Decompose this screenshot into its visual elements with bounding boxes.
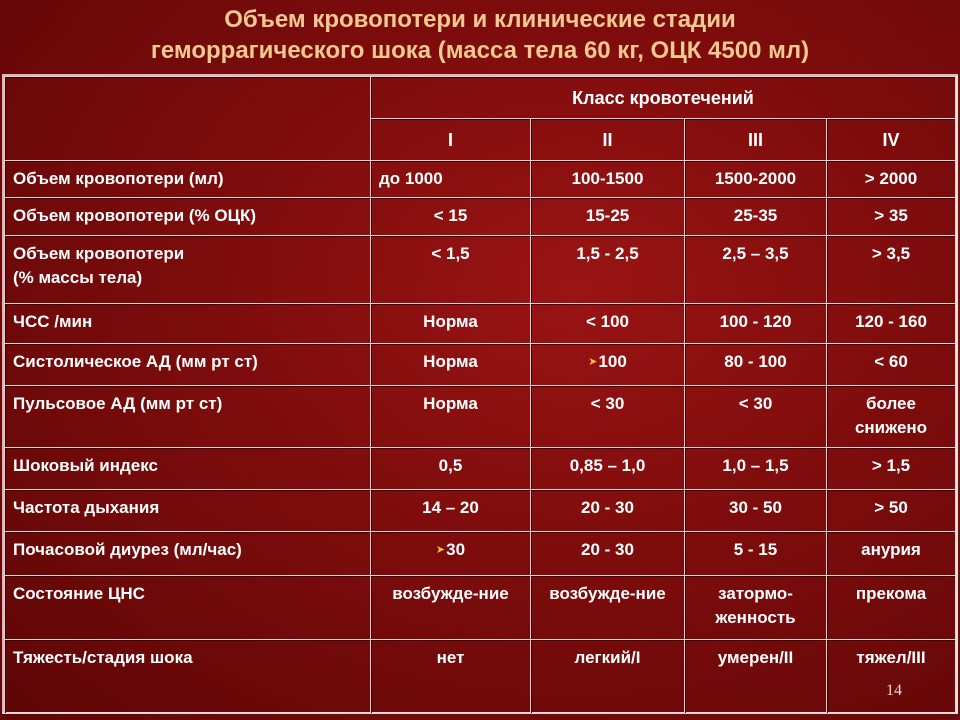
cell: 20 - 30	[531, 490, 685, 532]
cell: > 1,5	[827, 448, 956, 490]
row-label: Объем кровопотери (мл)	[5, 161, 371, 198]
table-row	[5, 576, 956, 640]
row-label: Состояние ЦНС	[5, 576, 371, 640]
cell: 0,5	[371, 448, 531, 490]
row-label-line-1: Объем кровопотери	[13, 244, 185, 263]
row-label: ЧСС /мин	[5, 304, 371, 344]
cell: > 50	[827, 490, 956, 532]
class-group-header: Класс кровотечений	[371, 77, 956, 119]
cell: < 30	[685, 386, 827, 448]
cell: 5 - 15	[685, 532, 827, 576]
table-row	[5, 448, 956, 490]
cell: 1,0 – 1,5	[685, 448, 827, 490]
cell: 120 - 160	[827, 304, 956, 344]
table-header-row	[5, 77, 956, 119]
class-header-4: IV	[827, 119, 956, 161]
slide-title	[0, 4, 960, 66]
cell-value: 100	[598, 352, 627, 371]
shock-stages-table	[2, 74, 958, 714]
cell: возбужде-ние	[531, 576, 685, 640]
cell: Норма	[371, 386, 531, 448]
cell: < 100	[531, 304, 685, 344]
table-row	[5, 490, 956, 532]
cell: 0,85 – 1,0	[531, 448, 685, 490]
table-row	[5, 344, 956, 386]
row-label-line-2: (% массы тела)	[13, 268, 143, 287]
cell: нет	[371, 640, 531, 714]
cell: < 30	[531, 386, 685, 448]
cell: 100-1500	[531, 161, 685, 198]
cell: 25-35	[685, 198, 827, 236]
cell	[371, 532, 531, 576]
class-header-3: III	[685, 119, 827, 161]
title-line-1: Объем кровопотери и клинические стадии	[224, 6, 736, 33]
cell: тяжел/III	[827, 640, 956, 714]
cell: до 1000	[371, 161, 531, 198]
class-header-1: I	[371, 119, 531, 161]
cell: < 60	[827, 344, 956, 386]
class-header-2: II	[531, 119, 685, 161]
cell-value: 30	[446, 540, 466, 559]
cell: 14 – 20	[371, 490, 531, 532]
arrow-bullet-icon: ➤	[435, 544, 446, 556]
cell: Норма	[371, 304, 531, 344]
row-label: Пульсовое АД (мм рт ст)	[5, 386, 371, 448]
row-label: Объем кровопотери (% ОЦК)	[5, 198, 371, 236]
cell: 100 - 120	[685, 304, 827, 344]
row-label: Шоковый индекс	[5, 448, 371, 490]
cell: Норма	[371, 344, 531, 386]
cell: 1,5 - 2,5	[531, 236, 685, 304]
row-label: Систолическое АД (мм рт ст)	[5, 344, 371, 386]
cell: прекома	[827, 576, 956, 640]
cell: < 1,5	[371, 236, 531, 304]
cell: 2,5 – 3,5	[685, 236, 827, 304]
cell: более снижено	[827, 386, 956, 448]
cell: 30 - 50	[685, 490, 827, 532]
cell: 20 - 30	[531, 532, 685, 576]
table-row	[5, 198, 956, 236]
arrow-bullet-icon: ➤	[588, 356, 598, 368]
row-label: Частота дыхания	[5, 490, 371, 532]
cell: 15-25	[531, 198, 685, 236]
title-line-2: геморрагического шока (масса тела 60 кг, ОЦК 4500 мл)	[150, 37, 810, 64]
page-number: 14	[886, 682, 902, 699]
cell: легкий/I	[531, 640, 685, 714]
cell: > 3,5	[827, 236, 956, 304]
row-label	[5, 236, 371, 304]
row-label: Почасовой диурез (мл/час)	[5, 532, 371, 576]
cell: затормо-женность	[685, 576, 827, 640]
cell: 80 - 100	[685, 344, 827, 386]
table-row	[5, 236, 956, 304]
cell: умерен/II	[685, 640, 827, 714]
table-row	[5, 386, 956, 448]
cell: < 15	[371, 198, 531, 236]
cell: возбужде-ние	[371, 576, 531, 640]
cell: 1500-2000	[685, 161, 827, 198]
table-row	[5, 532, 956, 576]
corner-cell	[5, 77, 371, 161]
cell: > 2000	[827, 161, 956, 198]
table-row	[5, 640, 956, 714]
row-label: Тяжесть/стадия шока	[5, 640, 371, 714]
cell: > 35	[827, 198, 956, 236]
table-row	[5, 161, 956, 198]
cell	[531, 344, 685, 386]
table-row	[5, 304, 956, 344]
cell: анурия	[827, 532, 956, 576]
